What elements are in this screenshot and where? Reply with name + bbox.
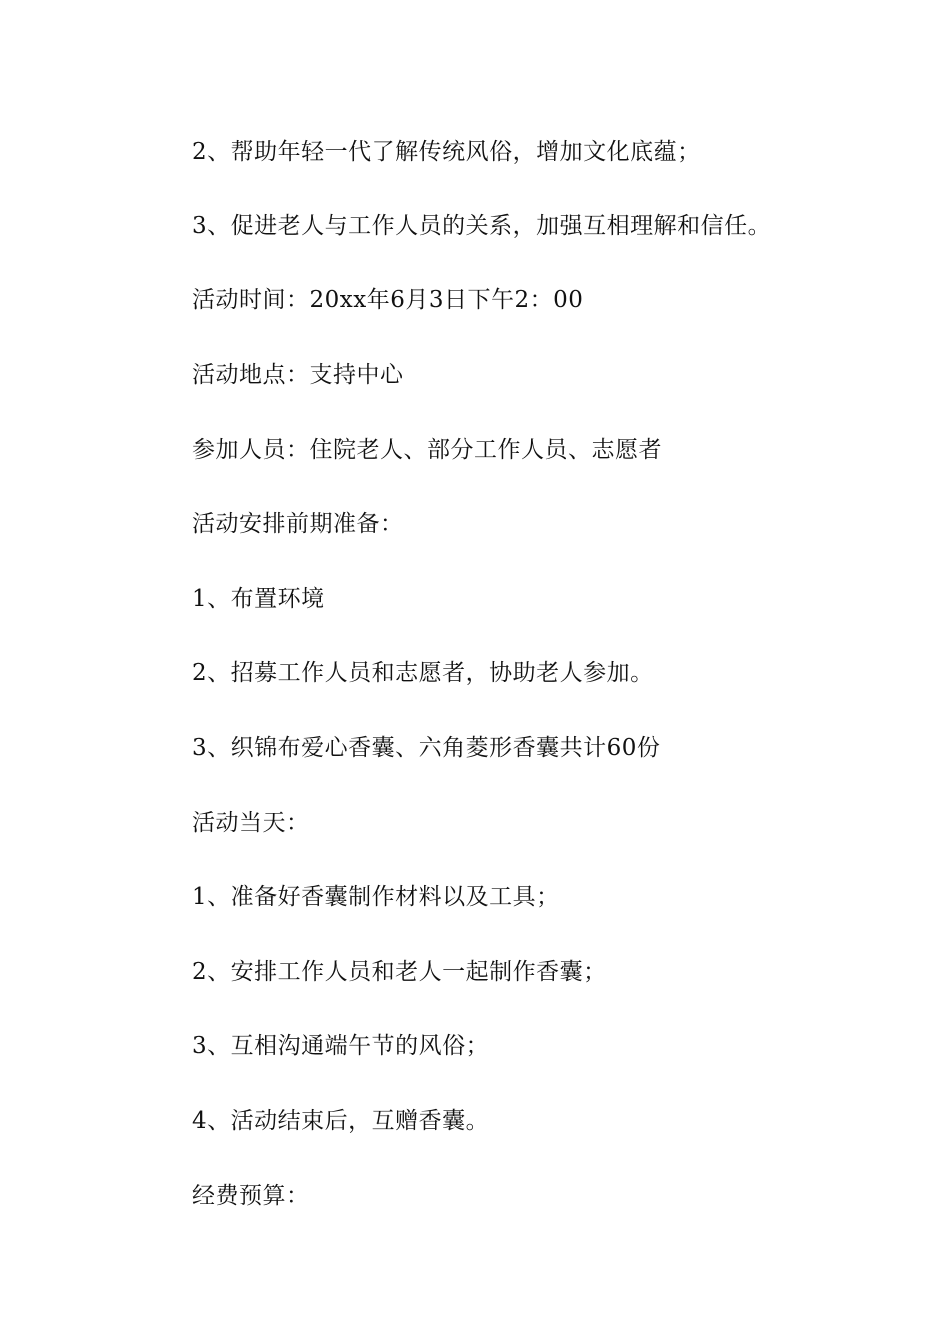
paragraph-goal-3: 3、促进老人与工作人员的关系，加强互相理解和信任。 [192,213,772,239]
paragraph-activity-time: 活动时间：20xx年6月3日下午2：00 [192,287,584,313]
paragraph-participants: 参加人员：住院老人、部分工作人员、志愿者 [192,437,662,463]
list-item-prep-1: 1、布置环境 [192,586,325,612]
list-item-day-3: 3、互相沟通端午节的风俗； [192,1033,490,1059]
list-item-day-1: 1、准备好香囊制作材料以及工具； [192,884,560,910]
section-heading-event-day: 活动当天： [192,810,310,836]
paragraph-goal-2: 2、帮助年轻一代了解传统风俗，增加文化底蕴； [192,139,701,165]
list-item-day-2: 2、安排工作人员和老人一起制作香囊； [192,959,607,985]
list-item-prep-2: 2、招募工作人员和志愿者，协助老人参加。 [192,660,654,686]
list-item-prep-3: 3、织锦布爱心香囊、六角菱形香囊共计60份 [192,735,661,761]
section-heading-budget: 经费预算： [192,1183,310,1209]
list-item-day-4: 4、活动结束后，互赠香囊。 [192,1108,490,1134]
section-heading-preparation: 活动安排前期准备： [192,511,404,537]
paragraph-activity-location: 活动地点：支持中心 [192,362,404,388]
